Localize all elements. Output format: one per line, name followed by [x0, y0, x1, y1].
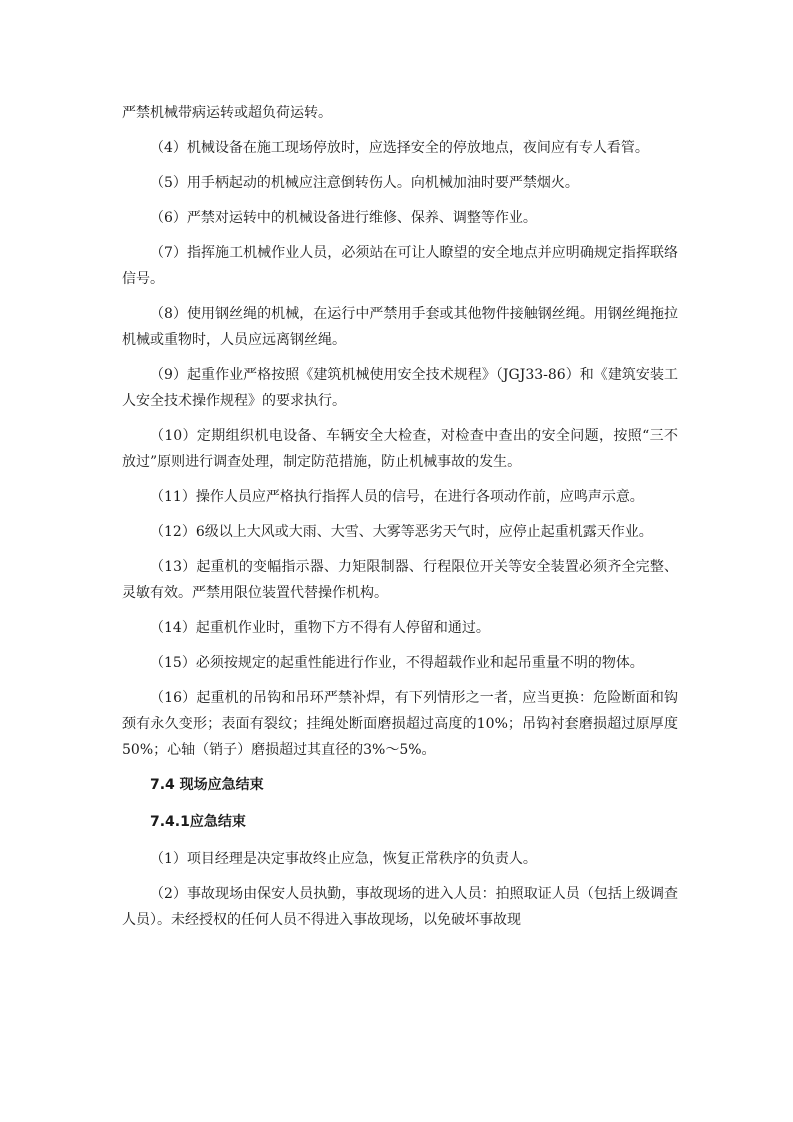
paragraph-item-13: （13）起重机的变幅指示器、力矩限制器、行程限位开关等安全装置必须齐全完整、灵敏有效。严禁用限位装置代替操作机构。	[122, 559, 678, 601]
paragraph-item-10: （10）定期组织机电设备、车辆安全大检查，对检查中查出的安全问题，按照“三不放过”原则进行调查处理，制定防范措施，防止机械事故的发生。	[122, 428, 678, 470]
paragraph-item-7: （7）指挥施工机械作业人员，必须站在可让人瞭望的安全地点并应明确规定指挥联络信号。	[122, 245, 678, 287]
paragraph-item-14: （14）起重机作业时，重物下方不得有人停留和通过。	[150, 620, 490, 636]
paragraph-item-6: （6）严禁对运转中的机械设备进行维修、保养、调整等作业。	[150, 210, 537, 226]
document-page	[122, 100, 678, 942]
paragraph-item-15: （15）必须按规定的起重性能进行作业，不得超载作业和起吊重量不明的物体。	[150, 655, 644, 671]
paragraph-item-9: （9）起重作业严格按照《建筑机械使用安全技术规程》（JGJ33-86）和《建筑安装工人安全技术操作规程》的要求执行。	[122, 367, 678, 409]
paragraph-item-4: （4）机械设备在施工现场停放时，应选择安全的停放地点，夜间应有专人看管。	[150, 140, 649, 156]
paragraph-item-5: （5）用手柄起动的机械应注意倒转伤人。向机械加油时要严禁烟火。	[150, 175, 579, 191]
paragraph-item-12: （12）6级以上大风或大雨、大雪、大雾等恶劣天气时，应停止起重机露天作业。	[150, 524, 653, 540]
section-heading: 7.4 现场应急结束	[150, 777, 264, 793]
paragraph-item-8: （8）使用钢丝绳的机械，在运行中严禁用手套或其他物件接触钢丝绳。用钢丝绳拖拉机械或重物时，人员应远离钢丝绳。	[122, 306, 678, 348]
paragraph-continuation: 严禁机械带病运转或超负荷运转。	[122, 105, 332, 121]
paragraph-item-16: （16）起重机的吊钩和吊环严禁补焊，有下列情形之一者，应当更换：危险断面和钩颈有永久变形；表面有裂纹；挂绳处断面磨损超过高度的10%；吊钩衬套磨损超过原厚度50%；心轴（销子）磨损超过其直径的3%～5%。	[122, 690, 678, 758]
paragraph-item-11: （11）操作人员应严格执行指挥人员的信号，在进行各项动作前，应鸣声示意。	[150, 489, 644, 505]
section-paragraph-1: （1）项目经理是决定事故终止应急，恢复正常秩序的负责人。	[150, 851, 537, 867]
subsection-heading: 7.4.1应急结束	[150, 814, 246, 830]
section-paragraph-2: （2）事故现场由保安人员执勤，事故现场的进入人员：拍照取证人员（包括上级调查人员）。未经授权的任何人员不得进入事故现场，以免破坏事故现	[122, 886, 678, 928]
